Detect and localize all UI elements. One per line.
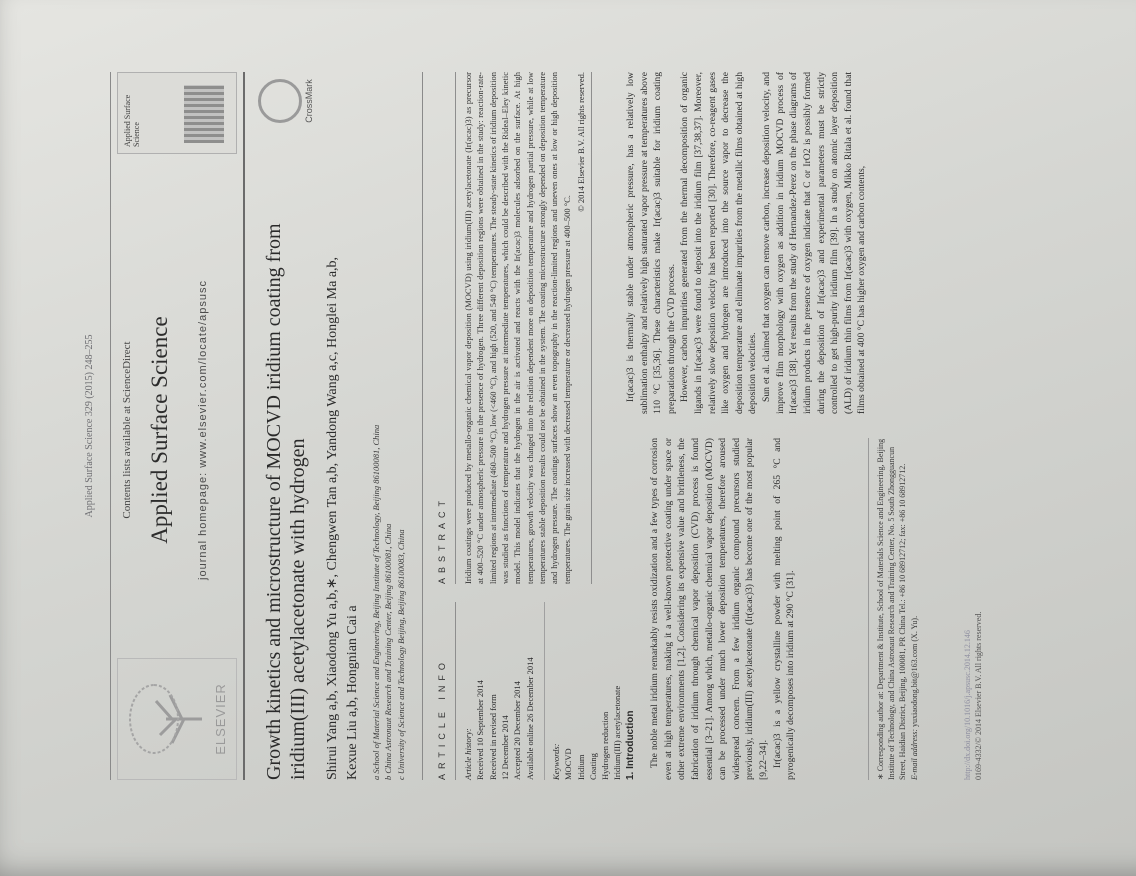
email-label: E-mail address: xyxy=(909,728,919,780)
journal-masthead xyxy=(121,210,209,650)
homepage-label: journal homepage: xyxy=(197,471,209,580)
keyword: Coating xyxy=(587,753,598,780)
article-info xyxy=(436,602,624,780)
history-item: Accepted 20 December 2014 xyxy=(512,681,523,780)
affiliation-c: c University of Science and Technology Beijing, Beijing 86100083, China xyxy=(395,529,406,780)
keywords-label: Keywords: xyxy=(550,743,561,780)
footnote-text: ∗ Corresponding author at: Department & Institute, School of Materials Science and Engineering, Beijing Institute of Technology, and China Astronaut Research and Training Center, No. 5 South Zhongguancun Street, Haidian District, Beijing, 100081, PR China Tel.: +86 10 68912712; fax: +86 10 68912712. xyxy=(876,438,908,780)
keyword: Iridium xyxy=(575,754,586,780)
homepage-line xyxy=(197,210,209,650)
cover-title: Applied Surface Science xyxy=(123,94,141,147)
publisher-logo xyxy=(117,658,237,780)
section-divider xyxy=(422,72,423,780)
body-paragraph: Ir(acac)3 is a yellow crystalline powder with melting point of 265 °C and pyrogenically decomposes into iridium at 290 °C [31]. xyxy=(771,438,797,780)
abstract-heading: ABSTRACT xyxy=(436,72,456,584)
contents-prefix: Contents lists available at xyxy=(121,405,133,519)
journal-header xyxy=(110,72,245,780)
keywords xyxy=(544,602,624,780)
crossmark-badge[interactable] xyxy=(258,74,314,128)
email-link[interactable]: yuxiaodong.bit@163.com (X. Yu). xyxy=(909,615,919,727)
issn-line: 0169-4332/© 2014 Elsevier B.V. All rights reserved. xyxy=(974,611,984,780)
keyword: Iridium(III) acetylacetonate xyxy=(612,685,623,780)
crossmark-icon xyxy=(258,79,302,123)
homepage-url[interactable]: www.elsevier.com/locate/apsusc xyxy=(197,280,209,468)
corresponding-author-footnote xyxy=(868,438,920,780)
history-label: Article history: xyxy=(463,728,474,780)
abstract-rule xyxy=(591,72,592,584)
history-item: 12 December 2014 xyxy=(499,715,510,780)
body-column-left xyxy=(624,438,798,780)
article-title: Growth kinetics and microstructure of MOCVD iridium coating from iridium(III) acetylacetonate with hydrogen xyxy=(263,223,309,780)
running-head: Applied Surface Science 329 (2015) 248–255 xyxy=(84,334,95,518)
history-item: Received 10 September 2014 xyxy=(475,680,486,780)
keyword: Hydrogen reduction xyxy=(600,711,611,780)
affiliations xyxy=(370,80,407,780)
journal-cover-thumbnail xyxy=(117,72,237,154)
contents-line xyxy=(121,210,133,650)
abstract-text: Iridium coatings were produced by metallo-organic chemical vapor deposition (MOCVD) using iridium(III) acetylacetonate (Ir(acac)3) as precursor at 400–520 °C under atmospheric pressure in the presence of hydrogen. Three different deposition regions were obtained in the study: reaction-rate-limited regions at intermediate (460–500 °C), low (<460 °C), and high (520, and 540 °C) temperatures. The steady-state kinetics of iridium deposition was studied as functions of temperature and hydrogen pressure at intermediate temperatures, which could be described with the Rideal–Eley kinetic model. This model indicates that the hydrogen in the air is activated and reacts with the Ir(acac)3 molecules adsorbed on the surface. At high temperatures, growth velocity was changed into the relation dependent more on deposition temperature and hydrogen partial pressure, while at low temperatures stable deposition results could not be obtained in the system. The coating microstructure strongly depended on deposition temperature and hydrogen pressure. The coatings surfaces show an even topography in the reaction-limited regions and uneven ones at low or high deposition temperatures. The grain size increased with decreased temperature or decreased hydrogen pressure at 400–500 °C. xyxy=(463,72,572,584)
crossmark-label: CrossMark xyxy=(304,79,314,123)
body-paragraph: The noble metal iridium remarkably resists oxidization and a few types of corrosion even at high temperatures, making it a well-known protective coating under space or other extreme environments [1,2]. Considering its expensive value and brittleness, the fabrication of iridium through chemical vapor deposition (CVD) process is found essential [3–21]. Among which, metallo-organic chemical vapor deposition (MOCVD) can be processed under much lower deposition temperatures, therefore aroused widespread concern. From a few iridium organic compound precursors studied previously, iridium(III) acetylacetonate (Ir(acac)3) has become one of the most popular [9,22–34]. xyxy=(649,438,770,780)
author-list xyxy=(323,80,364,780)
email-line xyxy=(909,438,920,780)
authors-line-2: Kexue Liu a,b, Hongnian Cai a xyxy=(345,605,361,780)
affiliation-b: b China Astronaut Research and Training Center, Beijing 86100081, China xyxy=(383,523,394,780)
cover-image xyxy=(184,85,224,143)
history-item: Available online 26 December 2014 xyxy=(524,657,535,780)
body-column-right xyxy=(624,72,869,414)
introduction-heading: 1. Introduction xyxy=(625,710,636,780)
affiliation-a: a School of Material Science and Engineering, Beijing Institute of Technology, Beijing 86100081, China xyxy=(371,424,381,780)
doi-link[interactable]: http://dx.doi.org/10.1016/j.apsusc.2014.12.146 xyxy=(963,630,972,780)
keyword: MOCVD xyxy=(563,748,574,780)
abstract xyxy=(436,72,592,584)
abstract-copyright: © 2014 Elsevier B.V. All rights reserved. xyxy=(575,72,586,212)
authors-line-1: Shirui Yang a,b, Xiaodong Yu a,b,∗, Chengwen Tan a,b, Yandong Wang a,c, Honglei Ma a,b, xyxy=(325,256,340,780)
doi-block xyxy=(962,438,984,780)
sciencedirect-link[interactable]: ScienceDirect xyxy=(121,341,133,404)
publisher-logo-text: ELSEVIER xyxy=(213,683,228,755)
body-paragraph: However, carbon impurities generated from the thermal decomposition of organic ligands in Ir(acac)3 were found to deposit into the iridium film [37,38,37]. Moreover, relatively slow deposition velocity has been reported [30]. Therefore, co-reagent gases like oxygen and hydrogen are introduced into the source vapor to decrease the deposition temperature and eliminate impurities from the metallic films obtained at high deposition velocities. xyxy=(679,72,759,414)
body-paragraph: Ir(acac)3 is thermally stable under atmospheric pressure, has a relatively low sublimation enthalpy and relatively high saturated vapor pressure at temperatures above 110 °C [35,36]. These characteristics make Ir(acac)3 suitable for iridium coating preparations through the CVD process. xyxy=(625,72,677,414)
article-page xyxy=(48,36,1088,816)
elsevier-tree-icon xyxy=(126,677,204,761)
article-info-heading: ARTICLE INFO xyxy=(436,602,456,780)
history-item: Received in revised form xyxy=(487,694,498,780)
journal-name: Applied Surface Science xyxy=(147,316,172,544)
body-paragraph: Sun et al. claimed that oxygen can remove carbon, increase deposition velocity, and improve film morphology with oxygen as addition in iridium MOCVD process of Ir(acac)3 [38]. Yet results from the study of Hernandez-Perez on the phase diagrams of iridium products in the presence of oxygen indicate that C or IrO2 is possibly formed during the deposition of Ir(acac)3 and experimental parameters must be strictly controlled to get high-purity iridium film [39]. In a study on atomic layer deposition (ALD) of iridium thin films from Ir(acac)3 with oxygen, Mikko Ritala et al. found that films obtained at 400 °C has higher oxygen and carbon contents, xyxy=(761,72,868,414)
